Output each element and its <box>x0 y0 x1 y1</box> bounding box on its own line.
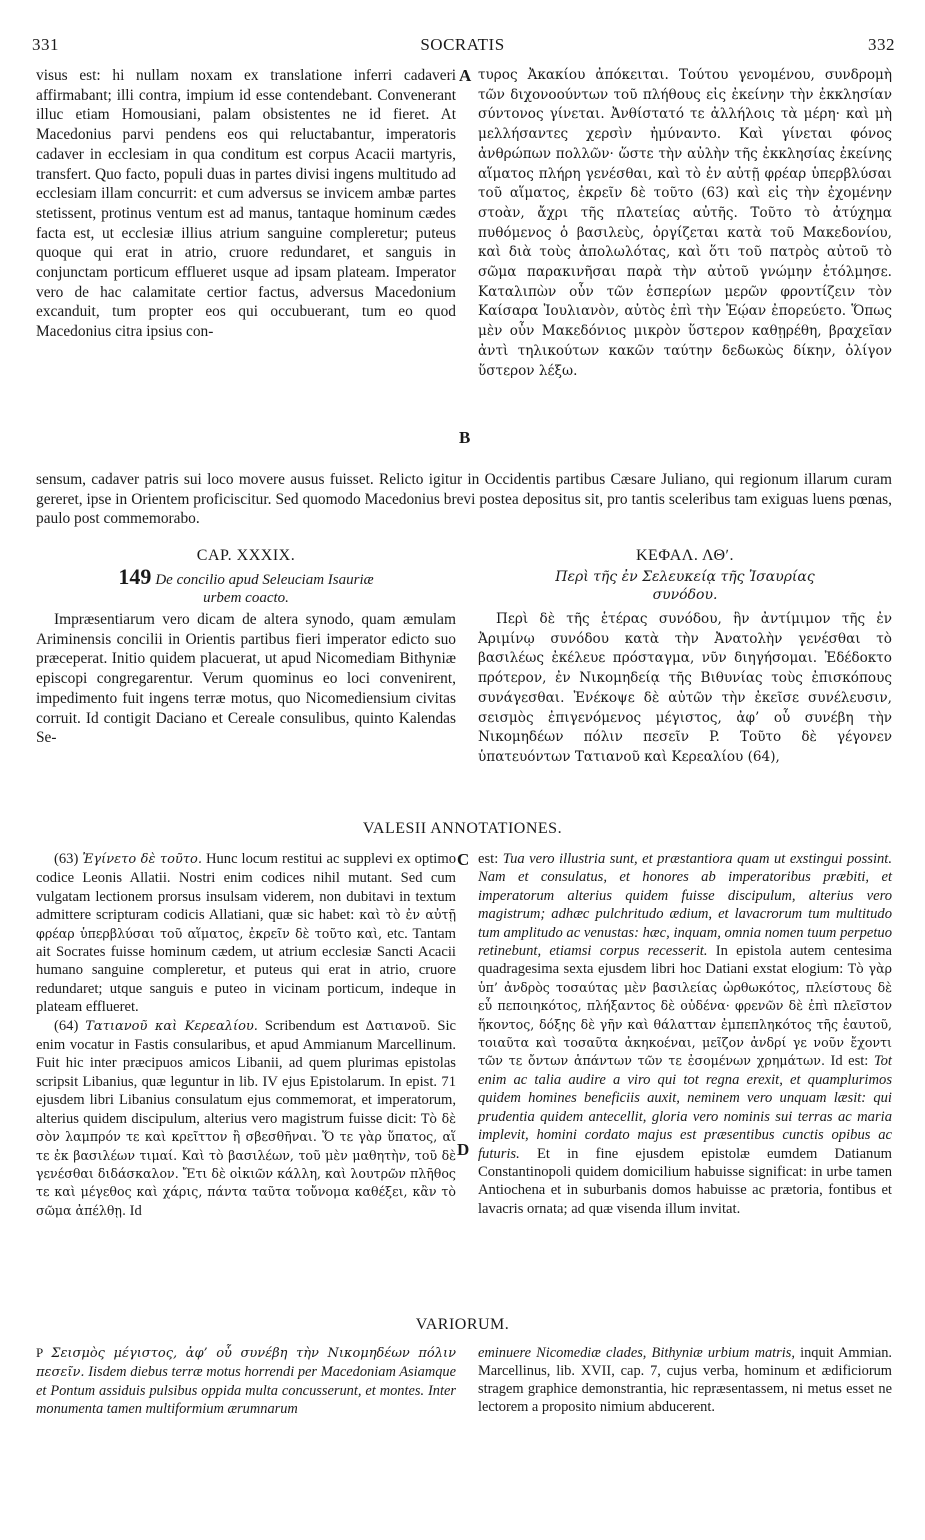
chapter-subtitle-greek: Περὶ τῆς ἐν Σελευκείᾳ τῆς Ἰσαυρίας συνόδου. <box>555 569 815 603</box>
note-63: (63) Ἐγίνετο δὲ τοῦτο. Hunc locum restitui ac supplevi ex optimo codice Leonis Allatii. Nostri enim codices nihil mutant. Sed cum vulgatam lectionem prorsus insulsam viderem, non dubitavi in textum admittere scripturam codicis Allatiani, quæ sic habet: καὶ τὸ ἐν αὐτῇ φρέαρ ὑπερβλύσαι τοῦ αἵματος, ἐκρεῖν δὲ τοῦτο καὶ, etc. Tantam ait Socrates fuisse hominum cædem, ut atrium ecclesiæ Sancti Acacii humano sanguine compleretur, et puteus qui erat in atrio, cruore redundaret; utque sanguis e puteo in vicinam porticum, indeque in plateam efflueret. <box>36 851 456 1016</box>
greek-text-top <box>478 66 892 460</box>
margin-marker-a: A <box>459 66 472 85</box>
variorum-title: VARIORUM. <box>415 1316 510 1333</box>
chapter-subtitle-latin: 149 De concilio apud Seleuciam Isauriæ urbem coacto. <box>118 564 374 606</box>
margin-marker-c: C <box>457 850 470 869</box>
variorum-right-column: eminuere Nicomediæ clades, Bithyniæ urbium matris, inquit Ammian. Marcellinus, lib. XVII, cap. 7, cujus verba, hominum et ædificiorum stragem graphice demonstrantia, hic repræsentassem, ni metus esset ne lectorem a proposito nimium abducerent. <box>478 1345 892 1415</box>
annotations-left-column <box>36 850 457 1219</box>
variorum-left-column: P Σεισμὸς μέγιστος, ἀφ’ οὗ συνέβη τὴν Νικομηδέων πόλιν πεσεῖν. Iisdem diebus terræ motus horrendi per Macedoniam Asiamque et Pontum assiduis pulsibus oppida multa concusserunt, et montes. Inter monumenta tamen multiformium ærumnarum <box>36 1345 456 1417</box>
latin-text-top <box>36 66 456 460</box>
note-64-continued: est: Tua vero illustria sunt, et præstantiora quam ut exstingui possint. Nam et consulatus, et honores ab imperatoribus præbiti, et imperatorum alterius quidem fuisse discipulum, alterius vero magistrum; adhæc pulchritudo ædium, et lavacrorum tum multitudo tum amplitudo ac venustas: hæc, inquam, omnia nomen tuum perpetuo retinebunt, etiamsi corpus recesserit. In epistola autem centesima quadragesima sexta ejusdem libri hoc Datiani exstat elogium: Τὸ γὰρ ὑπ’ ἀνδρὸς τοσαύτας μὲν βασιλείας ὠρθωκότος, πλείστους δὲ εὖ πεποιηκότος, πλήξαντος δὲ οὐδένα· φρενῶν δὲ ἐπὶ πλεῖστον ἥκοντος, δόξης δὲ γῆν καὶ θάλατταν ἐμπεπληκότος τῆς ἑαυτοῦ, τοιαῦτα καὶ τοσαῦτα ἀκηκοέναι, μεῖζον ἀνδρί γε νοῦν ἔχοντι τῶν τε ὄντων ἁπάντων τῶν τε ἐσομένων χρημάτων. Id est: Tot enim ac talia audire a viro qui tot regna erexit, et quamplurimos quidem homines beneficiis auxit, neminem vero unquam læsit: qui prudentia quidem antecellit, gloria vero nominis sui terras ac maria implevit, homini cordato majus est præsentibus cunctis opibus ac futuris. Et in fine ejusdem epistolæ eumdem Datianum Constantinopoli quidem domicilium habuisse significat: in urbe tamen Antiochena et in suburbanis domos habuisse ac prætoria, fontibus et lavacris ornata; ad quæ visenda illum invitat. <box>478 851 892 1217</box>
note-64: (64) Τατιανοῦ καὶ Κερεαλίου. Scribendum est Δατιανοῦ. Sic enim vocatur in Fastis consularibus, et apud Ammianum Marcellinum. Fuit hic inter præcipuos amicos Libanii, ad quem plurimas epistolas scripsit Libanius, quæ leguntur in lib. IV ejus Epistolarum. In epist. 71 ejusdem libri Libanius consulatum ejus commemorat, et imperatorum, alterius quidem discipulum, alterius vero magistrum fuisse dicit: Τὸ δὲ σὸν λαμπρόν τε καὶ κρεῖττον ἢ σβεσθῆναι. Ὅ τε γὰρ ὕπατος, αἵ τε ἐκ βασιλέων τιμαί. Καὶ τὸ βασιλέων, τοῦ μὲν μαθητὴν, τοῦ δὲ γενέσθαι διδάσκαλον. Ἔτι δὲ οἰκιῶν κάλλη, καὶ λουτρῶν πλῆθος τε καὶ μέγεθος καὶ χάρις, πάντα ταῦτα τοὔνομα καθέξει, κἂν τὸ σῶμα ἀπέλθῃ. Id <box>36 1017 457 1219</box>
margin-marker-b: B <box>459 428 471 447</box>
annotations-title: VALESII ANNOTATIONES. <box>362 820 563 837</box>
margin-marker-d: D <box>457 1140 470 1159</box>
greek-paragraph-top: τυρος Ἀκακίου ἀπόκειται. Τούτου γενομένου, συνδρομὴ τῶν διχονοούντων τοῦ πλήθους εἰς ἐκείνην τὴν ἐκκλησίαν σύντονος γίνεται. Ἀνθίστατό τε ἀλλήλοις τὰ μέρη· καὶ μὴ μελλήσαντες χερσὶν ἠμύναντο. Καὶ γίνεται φόνος ἀνθρώπων πολλῶν· ὥστε τὴν αὐλὴν τῆς ἐκκλησίας ἐκείνης αἵματος πλήρη γενέσθαι, καὶ τὸ ἐν αὐτῇ φρέαρ ὑπερβλύσαι τοῦ αἵματος, ἐκρεῖν δὲ τοῦτο (63) καὶ εἰς τὴν ἐχομένην στοὰν, ἄχρι τῆς πλατείας αὐτῆς. Τοῦτο τὸ ἀτύχημα πυθόμενος ὁ βασιλεὺς, ὀργίζεται κατὰ τοῦ Μακεδονίου, καὶ διὰ τοὺς ἀπολωλότας, καὶ ὅτι τοῦ πατρὸς αὐτοῦ τὸ σῶμα παρακινῆσαι παρὰ τὴν αὐτοῦ γνώμην ἐτόλμησε. Καταλιπὼν οὖν τῶν ἑσπερίων μερῶν φροντίζειν τὸν Καίσαρα Ἰουλιανὸν, αὐτὸς ἐπὶ τὴν Ἑῴαν ἐπορεύετο. Ὅπως μὲν οὖν Μακεδόνιος μικρὸν ὕστερον καθῃρέθη, βραχεῖαν ἀντὶ τηλικούτων κακῶν ταύτην δεδωκὼς δίκην, ὀλίγον ὕστερον λέξω. <box>478 67 892 379</box>
chapter-number: 149 <box>118 564 152 589</box>
left-page-number: 331 <box>32 35 59 54</box>
chapter-title-latin: CAP. XXXIX. <box>196 547 296 564</box>
right-page-number: 332 <box>868 35 895 54</box>
latin-continuation: sensum, cadaver patris sui loco movere ausus fuisset. Relicto igitur in Occidentis partibus Cæsare Juliano, qui regionum illarum curam gereret, ipse in Orientem proficiscitur. Sed quomodo Macedonius brevi postea depositus sit, pro tantis sceleribus tam exiguas luens pœnas, paulo post commemorabo. <box>36 471 892 528</box>
chapter-title-greek: ΚΕΦΑΛ. ΛΘʹ. <box>635 547 735 564</box>
running-title: SOCRATIS <box>420 35 505 54</box>
variorum-marker: P <box>36 1345 44 1360</box>
latin-paragraph-top: visus est: hi nullam noxam ex translatione inferri cadaveri affirmabant; illi contra, impium id esse contendebant. Convenerant illuc etiam Homousiani, palam obsistentes ne id fieret. At Macedonius parvi pendens eos qui reluctabantur, imperatoris cadaver in ecclesiam in qua conditum est corpus Acacii martyris, transfert. Quo facto, populi duas in partes divisi ingens multitudo ad ecclesiam illam concurrit: et cum adversus se invicem ambæ partes stetissent, protinus ventum est ad manus, tantaque hominum cædes facta est, ut ecclesiæ illius atrium sanguine compleretur; puteus quoque qui erat in atrio, cruore redundaret, et sanguis in conjunctam porticum efflueret usque ad ipsam plateam. Imperator vero de hac calamitate certior factus, adversus Macedonium excanduit, tum propter eos qui occubuerant, tum eo quod Macedonius citra ipsius con- <box>36 67 456 341</box>
annotations-right-column <box>478 850 892 1217</box>
chapter-body-latin: Impræsentiarum vero dicam de altera synodo, quam æmulam Ariminensis concilii in Orientis partibus fieri imperator edicto suo præceperat. Initio quidem placuerat, ut apud Nicomediam Bithyniæ episcopi congregarentur. Verum quominus eo loci convenirent, impedimento fuit ingens terræ motus, quo Nicomediensium civitas corruit. Id contigit Daciano et Cereale consulibus, quinto Kalendas Se- <box>36 611 456 747</box>
chapter-body-greek: Περὶ δὲ τῆς ἑτέρας συνόδου, ἣν ἀντίμιμον τῆς ἐν Ἀριμίνῳ συνόδου κατὰ τὴν Ἀνατολὴν γενέσθαι τὸ βασιλέως ἐκέλευε πρόσταγμα, νῦν διηγήσομαι. Ἐδέδοκτο πρότερον, ἐν Νικομηδείᾳ τῆς Βιθυνίας τοὺς ἐπισκόπους συνάγεσθαι. Ἐνέκοψε δὲ αὐτῶν τὴν ἐκεῖσε συνέλευσιν, σεισμὸς ἐπιγενόμενος μέγιστος, ἀφ’ οὗ συνέβη τὴν Νικομηδέων πόλιν πεσεῖν P. Τοῦτο δὲ γέγονεν ὑπατευόντων Τατιανοῦ καὶ Κερεαλίου (64), <box>478 611 892 765</box>
